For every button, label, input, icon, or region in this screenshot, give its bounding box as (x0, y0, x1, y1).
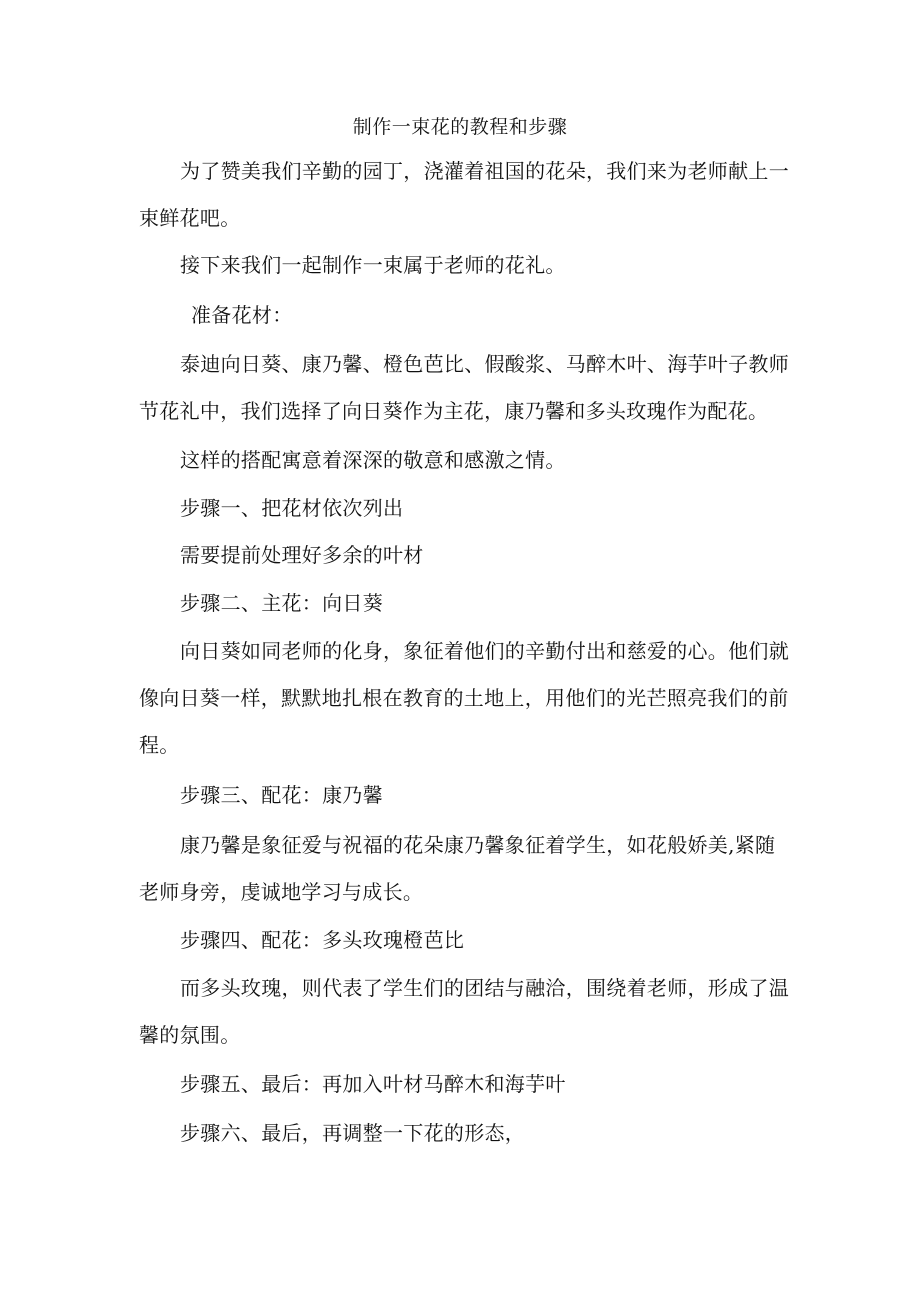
step-2-text: 向日葵如同老师的化身，象征着他们的辛勤付出和慈爱的心。他们就像向日葵一样，默默地扎根在教育的土地上，用他们的光芒照亮我们的前程。 (139, 639, 789, 757)
step-2-heading: 步骤二、主花：向日葵 (180, 591, 383, 615)
step-6-heading: 步骤六、最后，再调整一下花的形态， (180, 1121, 526, 1145)
paragraph-intro: 为了赞美我们辛勤的园丁，浇灌着祖国的花朵，我们来为老师献上一束鲜花吧。 (139, 159, 789, 230)
step-3-heading: 步骤三、配花：康乃馨 (180, 783, 383, 807)
paragraph-next: 接下来我们一起制作一束属于老师的花礼。 (180, 253, 566, 277)
step-3-text: 康乃馨是象征爱与祝福的花朵康乃馨象征着学生，如花般娇美,紧随老师身旁，虔诚地学习与成长。 (139, 833, 776, 904)
step-1-text: 需要提前处理好多余的叶材 (180, 543, 424, 567)
step-5-heading: 步骤五、最后：再加入叶材马醉木和海芋叶 (180, 1072, 566, 1096)
step-1-heading: 步骤一、把花材依次列出 (180, 496, 404, 520)
paragraph-meaning: 这样的搭配寓意着深深的敬意和感激之情。 (180, 448, 566, 472)
document-title: 制作一束花的教程和步骤 (352, 116, 568, 138)
step-4-text: 而多头玫瑰，则代表了学生们的团结与融洽，围绕着老师，形成了温馨的氛围。 (139, 976, 789, 1047)
paragraph-materials-list: 泰迪向日葵、康乃馨、橙色芭比、假酸浆、马醉木叶、海芋叶子教师节花礼中，我们选择了向日葵作为主花，康乃馨和多头玫瑰作为配花。 (139, 352, 789, 423)
paragraph-materials-heading: 准备花材： (191, 303, 293, 327)
step-4-heading: 步骤四、配花：多头玫瑰橙芭比 (180, 928, 465, 952)
